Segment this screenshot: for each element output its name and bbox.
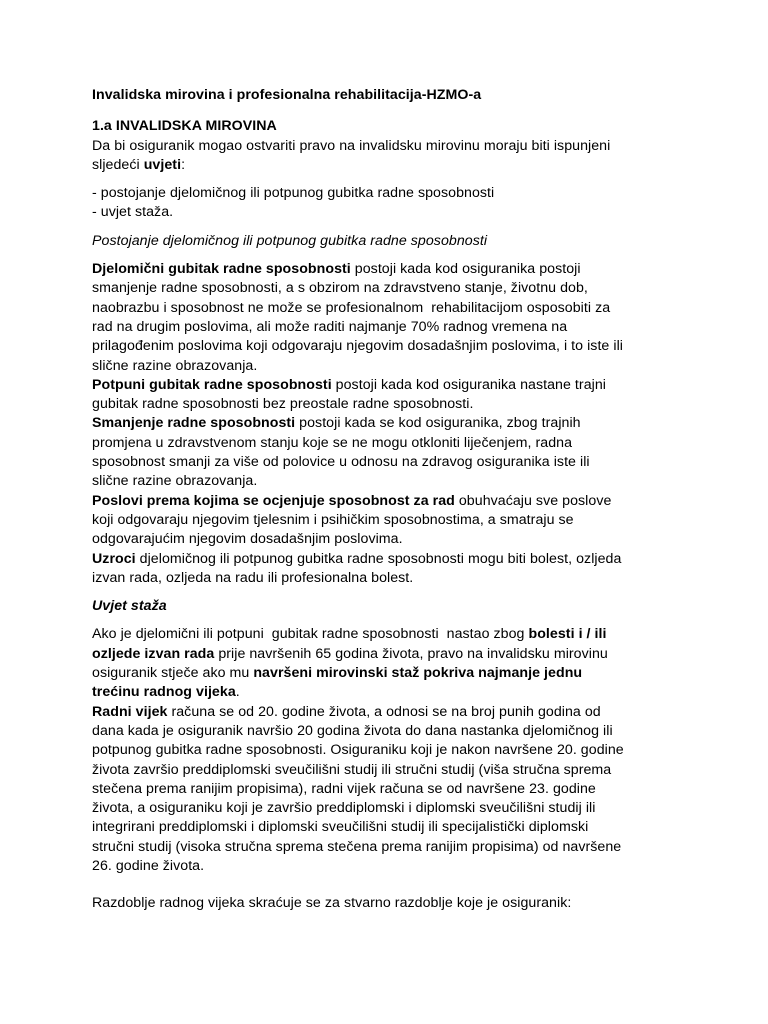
partial-loss-line-6: slične razine obrazovanja. [92, 357, 258, 374]
document-title: Invalidska mirovina i profesionalna rehabilitacija-HZMO-a [92, 87, 482, 103]
last-line: Razdoblje radnog vijeka skraćuje se za stvarno razdoblje koje je osiguranik: [92, 895, 572, 912]
conditions-term: uvjeti [143, 156, 182, 173]
section-heading-1a: 1.a INVALIDSKA MIROVINA [92, 118, 277, 135]
service-line-4-period: . [235, 684, 240, 701]
causes-line-2: izvan rada, ozljeda na radu ili profesionalna bolest. [92, 569, 414, 586]
service-line-4 [92, 683, 692, 702]
condition-item-1: - postojanje djelomičnog ili potpunog gubitka radne sposobnosti [92, 185, 495, 202]
working-life-line-1-text: računa se od 20. godine života, a odnosi se na broj punih godina od [167, 703, 601, 720]
partial-loss-line-1-text: postoji kada kod osiguranika postoji [350, 261, 581, 278]
section-1a-intro [92, 137, 692, 176]
subheading-service: Uvjet staža [92, 598, 167, 615]
reduction-line-2: promjena u zdravstvenom stanju koje se ne mogu otkloniti liječenjem, radna [92, 434, 573, 451]
causes-line-1 [92, 550, 692, 569]
working-life-line-9: 26. godine života. [92, 857, 205, 874]
service-line-3 [92, 664, 692, 683]
service-line-2-text: prije navršenih 65 godina života, pravo na invalidsku mirovinu [214, 645, 608, 662]
jobs-line-2: koji odgovaraju njegovim tjelesnim i psihičkim sposobnostima, a smatraju se [92, 511, 574, 528]
service-line-1 [92, 625, 692, 644]
partial-loss-line-5: prilagođenim poslovima koji odgovaraju njegovim dosadašnjim poslovima, i to iste ili [92, 338, 623, 355]
total-loss-paragraph [92, 376, 692, 415]
jobs-term: Poslovi prema kojima se ocjenjuje sposobnost za rad [92, 492, 455, 509]
partial-loss-line-3: naobrazbu i sposobnost ne može se profesionalnom rehabilitacijom osposobiti za [92, 299, 611, 316]
partial-loss-line-2: smanjenje radne sposobnosti, a s obzirom na zdravstveno stanje, životnu dob, [92, 280, 588, 297]
reduction-line-1 [92, 414, 692, 433]
intro-line-1: Da bi osiguranik mogao ostvariti pravo na invalidsku mirovinu moraju biti ispunjeni [92, 137, 611, 154]
partial-loss-paragraph [92, 260, 692, 376]
working-life-line-4: života završio preddiplomski sveučilišni studij ili stručni studij (viša stručna sprema [92, 761, 612, 778]
causes-line-1-text: djelomičnog ili potpunog gubitka radne sposobnosti mogu biti bolest, ozljeda [135, 550, 622, 567]
service-line-2-bold: ozljede izvan rada [92, 645, 215, 662]
intro-line-2-colon: : [181, 156, 186, 173]
jobs-line-1 [92, 492, 692, 511]
subheading-loss: Postojanje djelomičnog ili potpunog gubitka radne sposobnosti [92, 232, 488, 249]
working-life-line-1 [92, 703, 692, 722]
jobs-paragraph [92, 492, 692, 550]
working-life-line-3: potpunog gubitka radne sposobnosti. Osiguraniku koji je nakon navršene 20. godine [92, 742, 624, 759]
working-life-paragraph [92, 703, 692, 877]
causes-paragraph [92, 550, 692, 589]
service-line-3-text: osiguranik stječe ako mu [92, 665, 254, 682]
intro-line-2-text: sljedeći [92, 156, 144, 173]
reduction-line-4: slične razine obrazovanja. [92, 473, 258, 490]
intro-line-2 [92, 156, 692, 175]
reduction-line-1-text: postoji kada se kod osiguranika, zbog trajnih [295, 415, 581, 432]
service-line-1-text: Ako je djelomični ili potpuni gubitak radne sposobnosti nastao zbog [92, 626, 529, 643]
jobs-line-3: odgovarajućim njegovim dosadašnjim poslovima. [92, 531, 403, 548]
reduction-term: Smanjenje radne sposobnosti [92, 415, 296, 432]
partial-loss-line-1 [92, 260, 692, 279]
service-line-4-bold: trećinu radnog vijeka [92, 684, 236, 701]
total-loss-term: Potpuni gubitak radne sposobnosti [92, 376, 332, 393]
reduction-paragraph [92, 414, 692, 491]
service-line-3-bold: navršeni mirovinski staž pokriva najmanje jednu [253, 665, 583, 682]
working-life-line-6: života, a osiguraniku koji je završio preddiplomski i diplomski sveučilišni studij ili [92, 800, 596, 817]
working-life-line-8: stručni studij (visoka stručna sprema stečena prema ranijim propisima) od navršene [92, 838, 622, 855]
condition-item-2: - uvjet staža. [92, 204, 174, 221]
total-loss-line-1-text: postoji kada kod osiguranika nastane trajni [331, 376, 606, 393]
reduction-line-3: sposobnost smanji za više od polovice u odnosu na zdravog osiguranika iste ili [92, 454, 590, 471]
partial-loss-term: Djelomični gubitak radne sposobnosti [92, 261, 351, 278]
service-line-2 [92, 645, 692, 664]
working-life-term: Radni vijek [92, 703, 168, 720]
total-loss-line-1 [92, 376, 692, 395]
causes-term: Uzroci [92, 550, 136, 567]
partial-loss-line-4: rad na drugim poslovima, ali može raditi najmanje 70% radnog vremena na [92, 318, 568, 335]
working-life-line-2: dana kada je osiguranik navršio 20 godina života do dana nastanka djelomičnog ili [92, 722, 613, 739]
service-line-1-bold: bolesti i / ili [528, 626, 607, 643]
jobs-line-1-text: obuhvaćaju sve poslove [454, 492, 612, 509]
working-life-line-5: stečena prema ranijim propisima), radni vijek računa se od navršene 23. godine [92, 780, 596, 797]
document-page [92, 86, 692, 914]
conditions-list [92, 184, 692, 223]
service-paragraph [92, 625, 692, 702]
total-loss-line-2: gubitak radne sposobnosti bez preostale radne sposobnosti. [92, 396, 474, 413]
working-life-line-7: integrirani preddiplomski i diplomski sveučilišni studij ili specijalistički diplomski [92, 819, 589, 836]
